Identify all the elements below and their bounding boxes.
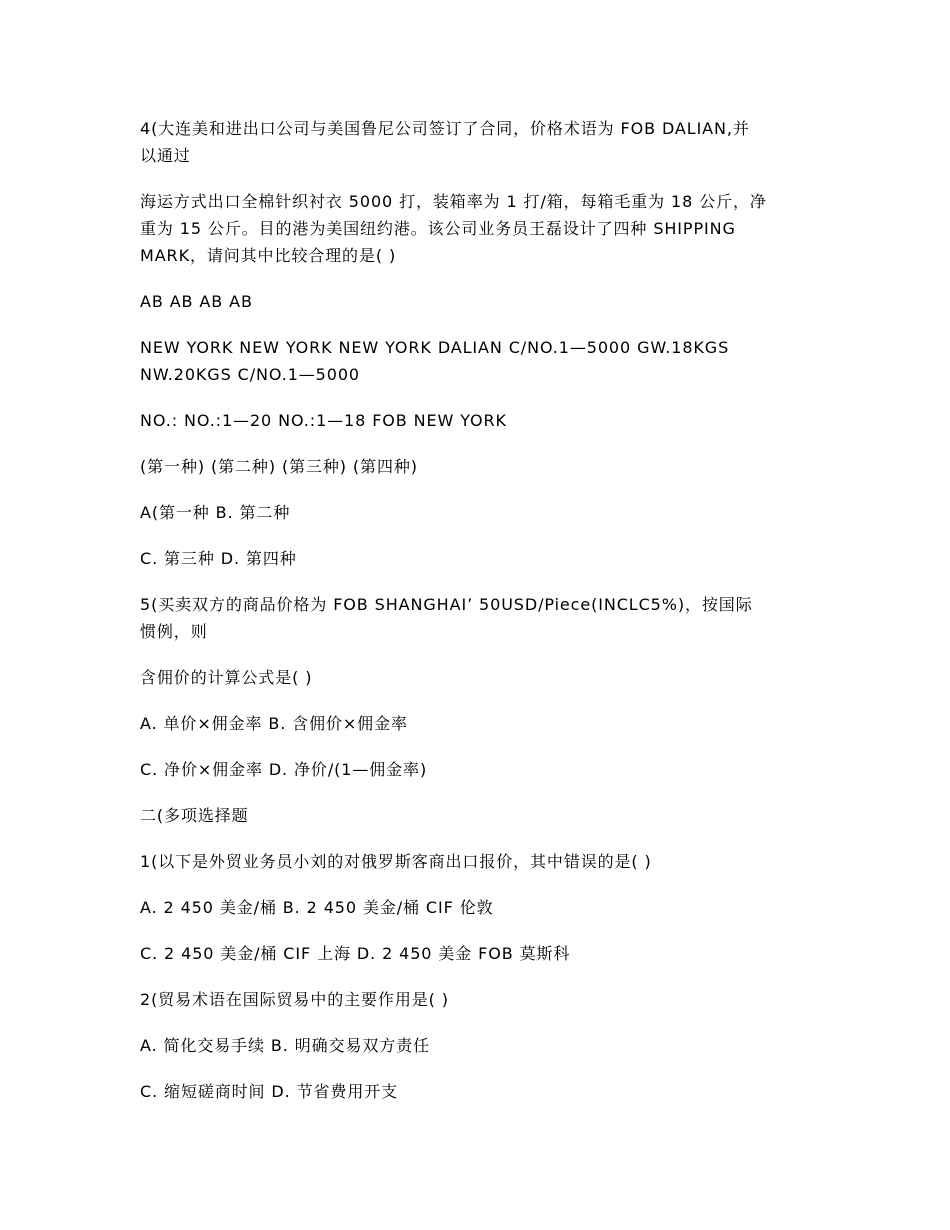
text-line: 5(买卖双方的商品价格为 FOB SHANGHAI’ 50USD/Piece(INCLC5%)，按国际 <box>140 595 753 614</box>
text-line: AB AB AB AB <box>140 292 253 311</box>
question-4-options-cd <box>140 545 812 572</box>
text-line: 4(大连美和进出口公司与美国鲁尼公司签订了合同，价格术语为 FOB DALIAN,并 <box>140 119 750 138</box>
text-line: NEW YORK NEW YORK NEW YORK DALIAN C/NO.1—5000 GW.18KGS <box>140 338 730 357</box>
shipping-mark-row-1 <box>140 288 812 315</box>
shipping-mark-row-3 <box>140 407 812 434</box>
text-line: C. 2 450 美金/桶 CIF 上海 D. 2 450 美金 FOB 莫斯科 <box>140 944 571 963</box>
section-heading-multiple-choice <box>140 802 812 829</box>
question-5-options-ab <box>140 710 812 737</box>
question-4-stem-part2 <box>140 188 812 269</box>
mc-question-2-options-ab <box>140 1032 812 1059</box>
text-line: C. 第三种 D. 第四种 <box>140 549 297 568</box>
text-line: 海运方式出口全棉针织衬衣 5000 打，装箱率为 1 打/箱，每箱毛重为 18 公斤，净 <box>140 192 767 211</box>
text-line: NW.20KGS C/NO.1—5000 <box>140 365 360 384</box>
text-line: A. 简化交易手续 B. 明确交易双方责任 <box>140 1036 430 1055</box>
text-line: 重为 15 公斤。目的港为美国纽约港。该公司业务员王磊设计了四种 SHIPPING <box>140 219 736 238</box>
text-line: C. 净价×佣金率 D. 净价/(1—佣金率) <box>140 760 428 779</box>
text-line: (第一种) (第二种) (第三种) (第四种) <box>140 457 418 476</box>
question-4-stem-part1 <box>140 115 812 169</box>
text-line: 1(以下是外贸业务员小刘的对俄罗斯客商出口报价，其中错误的是( ) <box>140 852 652 871</box>
text-line: 惯例，则 <box>140 622 208 641</box>
text-line: NO.: NO.:1—20 NO.:1—18 FOB NEW YORK <box>140 411 507 430</box>
mc-question-2-options-cd <box>140 1078 812 1105</box>
text-line: 含佣价的计算公式是( ) <box>140 668 313 687</box>
shipping-mark-labels <box>140 453 812 480</box>
text-line: 2(贸易术语在国际贸易中的主要作用是( ) <box>140 990 449 1009</box>
question-5-stem-part2 <box>140 664 812 691</box>
text-line: 以通过 <box>140 146 191 165</box>
shipping-mark-row-2 <box>140 334 812 388</box>
text-line: A. 2 450 美金/桶 B. 2 450 美金/桶 CIF 伦敦 <box>140 898 494 917</box>
text-line: C. 缩短磋商时间 D. 节省费用开支 <box>140 1082 399 1101</box>
question-5-options-cd <box>140 756 812 783</box>
mc-question-1-options-ab <box>140 894 812 921</box>
mc-question-1-stem <box>140 848 812 875</box>
text-line: A(第一种 B. 第二种 <box>140 503 291 522</box>
text-line: A. 单价×佣金率 B. 含佣价×佣金率 <box>140 714 408 733</box>
document-body <box>140 115 812 1124</box>
text-line: 二(多项选择题 <box>140 806 249 825</box>
question-5-stem-part1 <box>140 591 812 645</box>
text-line: MARK，请问其中比较合理的是( ) <box>140 246 397 265</box>
mc-question-1-options-cd <box>140 940 812 967</box>
mc-question-2-stem <box>140 986 812 1013</box>
question-4-options-ab <box>140 499 812 526</box>
